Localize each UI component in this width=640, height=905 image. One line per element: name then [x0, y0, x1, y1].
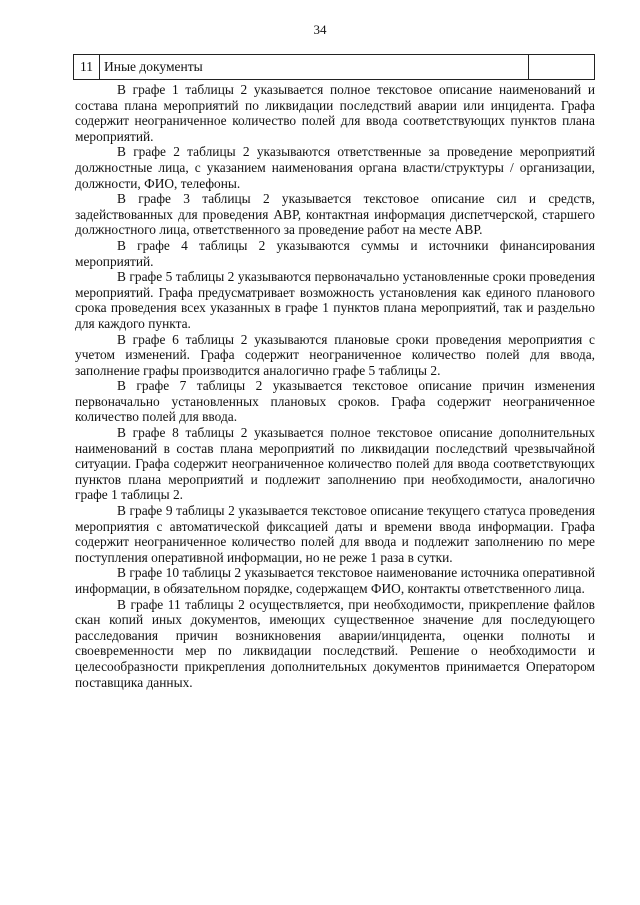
- paragraph-3: В графе 3 таблицы 2 указывается текстовое описание сил и средств, задействованных для проведения АВР, контактная информация диспетчерской, старшего должностного лица, ответственного за проведение работ на месте АВР.: [75, 191, 595, 238]
- paragraph-1: В графе 1 таблицы 2 указывается полное текстовое описание наименований и состава плана мероприятий по ликвидации последствий аварии или инцидента. Графа содержит неограниченное количество полей для ввода соответствующих пунктов плана мероприятий.: [75, 82, 595, 144]
- paragraph-7: В графе 7 таблицы 2 указывается текстовое описание причин изменения первоначально установленных плановых сроков. Графа содержит неограниченное количество полей для ввода.: [75, 378, 595, 425]
- row-name-cell: Иные документы: [100, 55, 529, 79]
- paragraph-10: В графе 10 таблицы 2 указывается текстовое наименование источника оперативной информации, в обязательном порядке, содержащем ФИО, контакты ответственного лица.: [75, 565, 595, 596]
- row-empty-cell: [529, 55, 594, 79]
- paragraph-8: В графе 8 таблицы 2 указывается полное текстовое описание дополнительных наименований в состав плана мероприятий по ликвидации последствий чрезвычайной ситуации. Графа содержит неограниченное количество полей для ввода соответствующих пунктов плана мероприятий и подлежит заполнению при необходимости, аналогично графе 1 таблицы 2.: [75, 425, 595, 503]
- document-body: [75, 82, 595, 690]
- paragraph-2: В графе 2 таблицы 2 указываются ответственные за проведение мероприятий должностные лица, с указанием наименования органа власти/структуры / организации, должности, ФИО, телефоны.: [75, 144, 595, 191]
- paragraph-4: В графе 4 таблицы 2 указываются суммы и источники финансирования мероприятий.: [75, 237, 595, 269]
- paragraph-6: В графе 6 таблицы 2 указываются плановые сроки проведения мероприятия с учетом изменений. Графа содержит неограниченное количество полей для ввода, заполнение графы производится аналогично графе 5 таблицы 2.: [75, 331, 595, 378]
- table-row: [73, 54, 595, 80]
- paragraph-9: В графе 9 таблицы 2 указывается текстовое описание текущего статуса проведения мероприятия с автоматической фиксацией даты и времени ввода информации. Графа содержит неограниченное количество полей для ввода и подлежит заполнению по мере поступления оперативной информации, но не реже 1 раза в сутки.: [75, 503, 595, 565]
- paragraph-11: В графе 11 таблицы 2 осуществляется, при необходимости, прикрепление файлов скан копий иных документов, имеющих существенное значение для последующего расследования причин возникновения аварии/инцидента, оценки полноты и своевременности мер по ликвидации последствий. Решение о необходимости и целесообразности прикрепления дополнительных документов принимается Оператором поставщика данных.: [75, 596, 595, 690]
- row-number-cell: 11: [74, 55, 100, 79]
- page-number: 34: [313, 22, 327, 37]
- paragraph-5: В графе 5 таблицы 2 указываются первоначально установленные сроки проведения мероприятий. Графа предусматривает возможность установления как единого планового срока проведения всех указанных в графе 1 пунктов плана мероприятий, так и раздельно для каждого пункта.: [75, 269, 595, 331]
